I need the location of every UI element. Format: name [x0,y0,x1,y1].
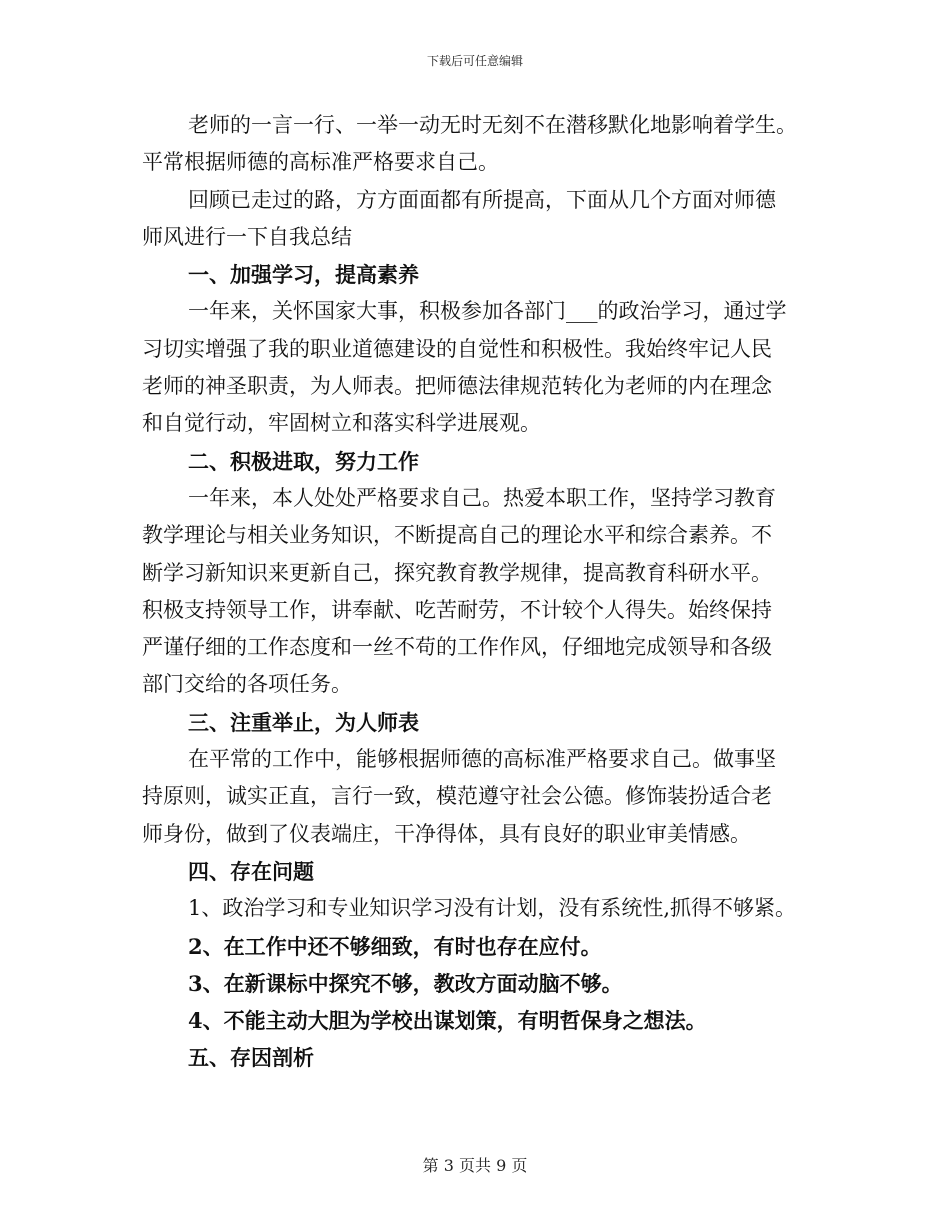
section-heading: 五、存因剖析 [188,1045,314,1071]
section-heading: 一、加强学习，提高素养 [188,262,419,288]
paragraph-line: 部门交给的各项任务。 [142,672,352,697]
paragraph-line: 在平常的工作中，能够根据师德的高标准严格要求自己。做事坚 [188,747,776,772]
paragraph-line: 教学理论与相关业务知识，不断提高自己的理论水平和综合素养。不 [142,523,772,548]
paragraph-line: 和自觉行动，牢固树立和落实科学进展观。 [142,411,541,436]
list-item: 2、在工作中还不够细致，有时也存在应付。 [188,933,602,959]
paragraph-line: 一年来，关怀国家大事，积极参加各部门___的政治学习，通过学 [188,299,787,324]
section-heading: 四、存在问题 [188,858,314,884]
paragraph-line: 一年来，本人处处严格要求自己。热爱本职工作，坚持学习教育 [188,485,776,510]
paragraph-line: 积极支持领导工作，讲奉献、吃苦耐劳，不计较个人得失。始终保持 [142,597,772,622]
document-body [142,107,812,1077]
paragraph-line: 断学习新知识来更新自己，探究教育教学规律，提高教育科研水平。 [142,560,772,585]
paragraph-line: 师身份，做到了仪表端庄，干净得体，具有良好的职业审美情感。 [142,821,751,846]
paragraph-line: 老师的一言一行、一举一动无时无刻不在潜移默化地影响着学生。 [188,113,797,137]
list-item: 4、不能主动大胆为学校出谋划策，有明哲保身之想法。 [188,1008,707,1034]
paragraph-line: 持原则，诚实正直，言行一致，模范遵守社会公德。修饰装扮适合老 [142,784,772,809]
paragraph-line: 严谨仔细的工作态度和一丝不苟的工作作风，仔细地完成领导和各级 [142,635,772,660]
section-heading: 二、积极进取，努力工作 [188,448,419,474]
paragraph-line: 平常根据师德的高标准严格要求自己。 [142,150,499,175]
list-item: 1、政治学习和专业知识学习没有计划，没有系统性,抓得不够紧。 [188,896,797,921]
paragraph-line: 老师的神圣职责，为人师表。把师德法律规范转化为老师的内在理念 [142,374,772,399]
list-item: 3、在新课标中探究不够，教改方面动脑不够。 [188,970,623,996]
paragraph-line: 习切实增强了我的职业道德建设的自觉性和积极性。我始终牢记人民 [142,336,772,361]
page-header: 下载后可任意编辑 [426,54,523,68]
page-number: 第 3 页共 9 页 [422,1156,528,1175]
paragraph-line: 师风进行一下自我总结 [142,224,352,249]
paragraph-line: 回顾已走过的路，方方面面都有所提高，下面从几个方面对师德 [188,187,776,212]
section-heading: 三、注重举止，为人师表 [188,709,419,735]
